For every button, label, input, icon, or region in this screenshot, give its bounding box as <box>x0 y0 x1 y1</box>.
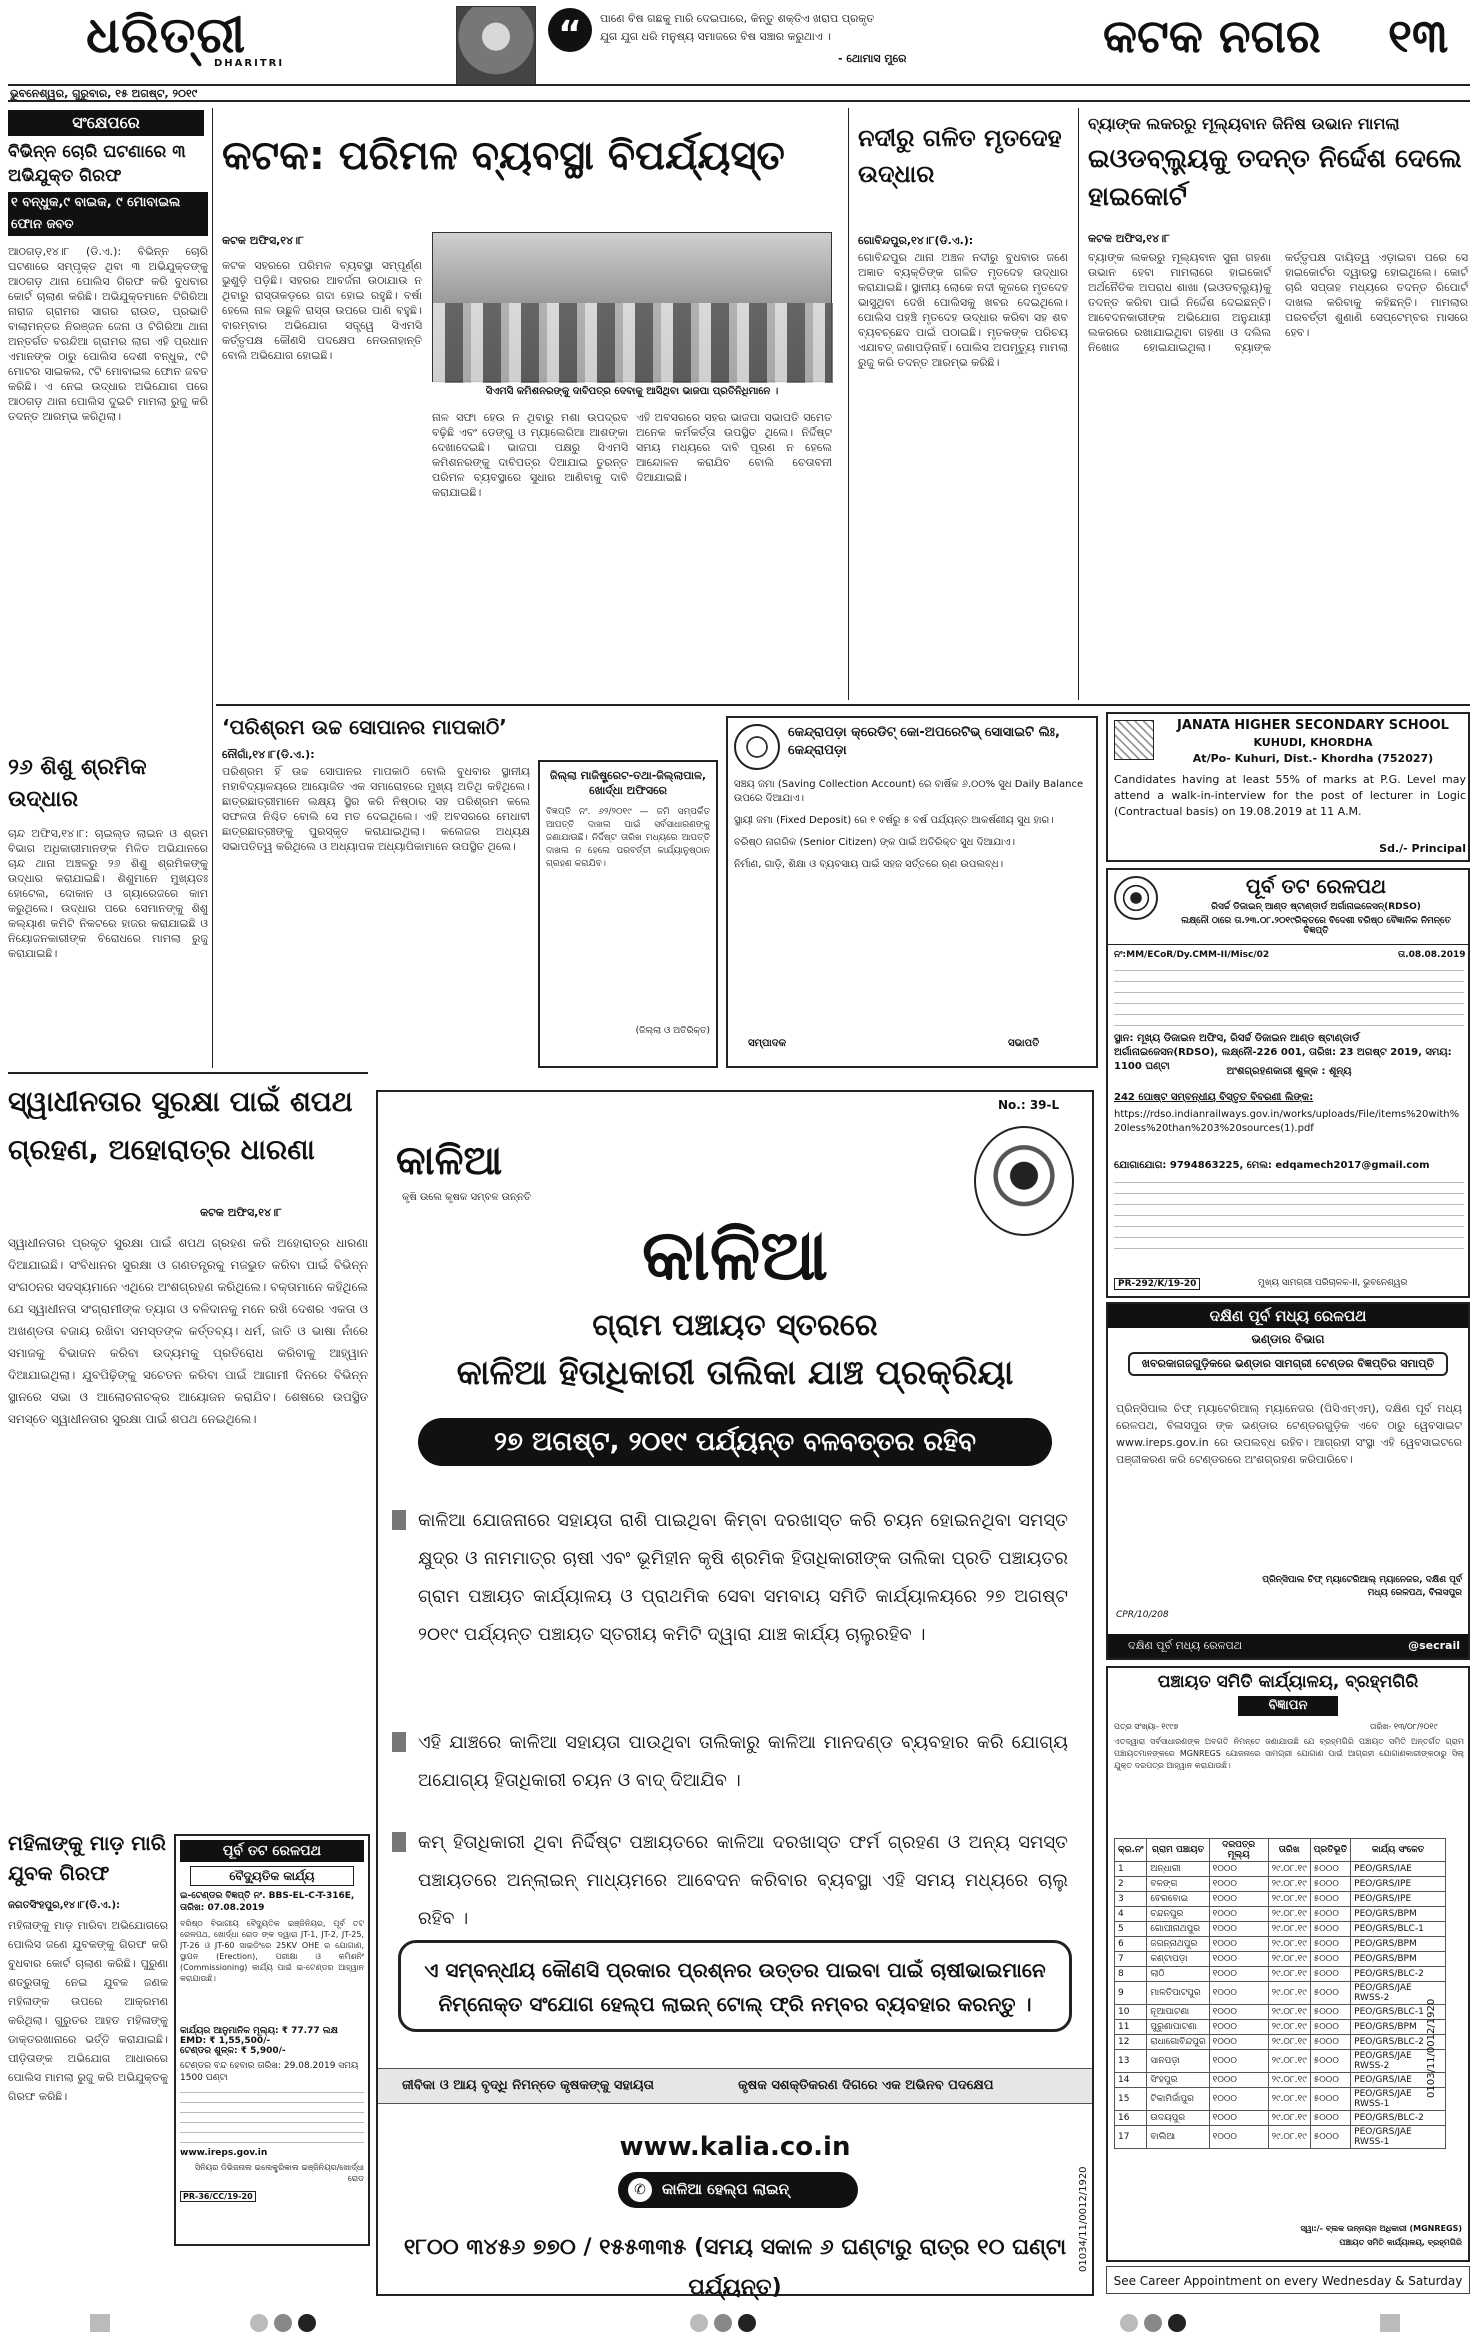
quote-line-2: ଯୁଗ ଯୁଗ ଧରି ମନୁଷ୍ୟ ସମାଜରେ ବିଷ ସଞ୍ଚାର କରୁଥାଏ । <box>600 30 831 43</box>
independence-headline-2: ଗ୍ରହଣ, ଅହୋରାତ୍ର ଧାରଣା <box>8 1133 315 1166</box>
phone-icon: ✆ <box>628 2178 652 2202</box>
ad-kalia <box>376 1090 1094 2300</box>
kalia-helpline-numbers: ୧୮୦୦ ୩୪୫୬ ୭୭୦ / ୧୫୫୩୩୫ (ସମୟ ସକାଳ ୬ ଘଣ୍ଟାରୁ ରାତ୍ର ୧୦ ଘଣ୍ଟା ପର୍ଯ୍ୟନ୍ତ) <box>403 2235 1067 2300</box>
table-header-cell: ଦରପତ୍ର ମୂଲ୍ୟ <box>1209 1839 1268 1862</box>
school-title: JANATA HIGHER SECONDARY SCHOOL <box>1177 718 1449 733</box>
column-divider <box>212 108 213 1068</box>
table-cell: ବେରବୋଇ <box>1147 1892 1209 1907</box>
secr-sub: ଭଣ୍ଡାର ବିଭାଗ <box>1251 1332 1325 1346</box>
table-cell: ବାଲିଆ <box>1147 2126 1209 2149</box>
table-cell: ୧୦୦୦ <box>1209 2050 1268 2073</box>
table-cell: ୫୦୦୦ <box>1310 2126 1350 2149</box>
ad-kendrapara-coop <box>726 716 1098 1068</box>
kalia-subtitle-2: କାଳିଆ ହିତାଧିକାରୀ ତାଲିକା ଯାଞ୍ଚ ପ୍ରକ୍ରିୟା <box>456 1353 1014 1393</box>
lead-photo-caption: ସିଏମସି କମିଶନରଙ୍କୁ ଦାବିପତ୍ର ଦେବାକୁ ଆସିଥିବା ଭାଜପା ପ୍ରତିନିଧିମାନେ । <box>485 386 779 397</box>
rdso-sub1: ରିସର୍ଚ୍ଚ ଡିଜାଇନ୍ ଆଣ୍ଡ ଷ୍ଟାଣ୍ଡାର୍ଡ ଅର୍ଗାନାଇଜେସନ୍(RDSO) <box>1211 902 1421 912</box>
table-cell: ୧୦୦୦ <box>1209 1907 1268 1922</box>
table-cell: ୫୦୦୦ <box>1310 1937 1350 1952</box>
date-bar <box>8 84 1470 102</box>
ad-district-title: ଜିଲ୍ଲା ମାଜିଷ୍ଟ୍ରେଟ-ତଥା-ଜିଲ୍ଲାପାଳ, ଖୋର୍ଦ୍ଧା ଅଫିସରେ <box>549 769 707 797</box>
panchayat-vertical-code: 0103/11/0012/1920 <box>1426 1998 1437 2098</box>
table-cell: ୧୦୦୦ <box>1209 1862 1268 1877</box>
portrait-photo <box>456 6 536 86</box>
table-cell: ୨୯.୦୮.୧୯ <box>1268 1922 1310 1937</box>
coop-seal-icon <box>734 724 780 770</box>
coop-item: ସଞ୍ଚୟ ଜମା (Saving Collection Account) ରେ ବାର୍ଷିକ ୬.୦୦% ସୁଧ Daily Balance ଉପରେ ଦିଆଯାଏ। <box>734 779 1084 804</box>
kalia-helpline-label: କାଳିଆ ହେଲ୍ପ ଲାଇନ୍ <box>662 2180 789 2198</box>
ecor-small-cost: କାର୍ଯ୍ୟର ଆନୁମାନିକ ମୂଲ୍ୟ: ₹ 77.77 ଲକ୍ଷ <box>180 2026 338 2036</box>
table-cell: 8 <box>1115 1967 1147 1982</box>
table-cell: PEO/GRS/BPM <box>1351 1952 1446 1967</box>
panchayat-sign2: ପଞ୍ଚାୟତ ସମିତି କାର୍ଯ୍ୟାଳୟ, ବ୍ରହ୍ମଗିରି <box>1339 2238 1462 2247</box>
kalia-vertical-code: 01034/11/0012/1920 <box>1078 2166 1089 2272</box>
kalia-point-2: ଏହି ଯାଞ୍ଚରେ କାଳିଆ ସହାୟତା ପାଉଥିବା ତାଲିକାରୁ କାଳିଆ ମାନଦଣ୍ଡ ବ୍ୟବହାର କରି ଯୋଗ୍ୟ ଅଯୋଗ୍ୟ ହିତାଧିକାରୀ ଚୟନ ଓ ବାଦ୍ ଦିଆଯିବ । <box>418 1732 1068 1791</box>
table-row <box>1115 2088 1446 2111</box>
table-cell: ୨୯.୦୮.୧୯ <box>1268 1907 1310 1922</box>
railway-logo-icon <box>1114 876 1158 920</box>
lead-dateline: କଟକ ଅଫିସ,୧୪।୮ <box>222 234 304 247</box>
table-cell: ୧୦୦୦ <box>1209 2111 1268 2126</box>
table-cell: ୫୦୦୦ <box>1310 1877 1350 1892</box>
table-cell: PEO/GRS/IAE <box>1351 2073 1446 2088</box>
table-row <box>1115 1982 1446 2005</box>
secr-boxed: ଖବରକାଗଜଗୁଡ଼ିକରେ ଭଣ୍ଡାର ସାମଗ୍ରୀ ଟେଣ୍ଡର ବିଜ୍ଞପ୍ତିର ସମାପ୍ତି <box>1128 1352 1448 1376</box>
panchayat-sign: ସ୍ୱା:/- ବ୍ଲକ ଉନ୍ନୟନ ଅଧିକାରୀ (MGNREGS) <box>1300 2224 1462 2233</box>
table-row <box>1115 2111 1446 2126</box>
registration-dots <box>1120 2314 1192 2336</box>
page-title: କଟକ ନଗର <box>1103 9 1321 63</box>
table-header-cell: ପ୍ରତିଭୂତି <box>1310 1839 1350 1862</box>
table-row <box>1115 2020 1446 2035</box>
table-row <box>1115 1952 1446 1967</box>
table-cell: ୫୦୦୦ <box>1310 1982 1350 2005</box>
table-cell: ମାଳତିପାଟପୁର <box>1147 1982 1209 2005</box>
table-cell: ଗୋପୀନାଥପୁର <box>1147 1922 1209 1937</box>
bank-kicker: ବ୍ୟାଙ୍କ ଲକରରୁ ମୂଲ୍ୟବାନ ଜିନିଷ ଉଭାନ ମାମଲା <box>1088 114 1400 133</box>
table-cell: ୨୯.୦୮.୧୯ <box>1268 1967 1310 1982</box>
table-cell: PEO/GRS/JAE RWSS-1 <box>1351 2126 1446 2149</box>
table-cell: ୧୦୦୦ <box>1209 1967 1268 1982</box>
table-cell: ଲାଠି <box>1147 1967 1209 1982</box>
ecor-small-sign: ସିନିୟର ଡିଭିଜନାଲ ଇଲେକ୍ଟ୍ରିକାଲ ଇଞ୍ଜିନିୟର/ଖୋର୍ଦ୍ଧା ରୋଡ <box>194 2163 364 2183</box>
table-row <box>1115 2126 1446 2149</box>
panchayat-intro: ଏତଦ୍ୱାରା ସର୍ବସାଧାରଣଙ୍କ ଅବଗତି ନିମନ୍ତେ ଜଣାଯାଉଛି ଯେ ବ୍ରହ୍ମଗିରି ପଞ୍ଚାୟତ ସମିତି ଅନ୍ତର୍ଗତ ଗ୍ରାମ ପଞ୍ଚାୟତମାନଙ୍କରେ MGNREGS ଯୋଜନାରେ ସାମଗ୍ରୀ ଯୋଗାଣ ପାଇଁ ଆଗ୍ରହୀ ଯୋଗାଣକାରୀଙ୍କଠାରୁ ସିଲ୍ ଯୁକ୍ତ ଦରପତ୍ର ଆହ୍ୱାନ କରାଯାଉଛି। <box>1114 1737 1464 1770</box>
column-divider <box>1078 108 1079 700</box>
ecor-small-body: ବରିଷ୍ଠ ବିଭାଗୀୟ ବୈଦ୍ୟୁତିକ ଇଞ୍ଜିନିୟର, ପୂର୍ବ ତଟ ରେଳପଥ, ଖୋର୍ଦ୍ଧା ରୋଡ ଙ୍କ ଦ୍ୱାରା JT-1, JT-2, JT-25, JT-26 ଓ JT-60 ସାଇଡିଂରେ 25KV OHE ର ଯୋଗାଣ, ସ୍ଥାପନ (Erection), ପରୀକ୍ଷା ଓ କମିଶନିଂ (Commissioning) କାର୍ଯ୍ୟ ପାଇଁ ଇ-ଟେଣ୍ଡର ଆହ୍ୱାନ କରାଯାଉଛି। <box>180 1919 364 1983</box>
table-cell: ୫୦୦୦ <box>1310 1907 1350 1922</box>
section-divider <box>8 1072 368 1074</box>
rdso-fee: ଅଂଶଗ୍ରହଣକାରୀ ଶୁଳ୍କ : ଶୂନ୍ୟ <box>1226 1066 1352 1077</box>
career-notice: See Career Appointment on every Wednesday & Saturday <box>1106 2266 1470 2294</box>
table-cell: PEO/GRS/IAE <box>1351 1862 1446 1877</box>
table-cell: ୨୯.୦୮.୧୯ <box>1268 2111 1310 2126</box>
table-cell: ୨୯.୦୮.୧୯ <box>1268 1982 1310 2005</box>
table-cell: ୫୦୦୦ <box>1310 2073 1350 2088</box>
ad-ecor-electrical <box>174 1834 370 2246</box>
table-cell: ୧୦୦୦ <box>1209 2073 1268 2088</box>
secr-handle: @secrail <box>1408 1639 1460 1652</box>
table-cell: 14 <box>1115 2073 1147 2088</box>
table-row <box>1115 1937 1446 1952</box>
table-cell: ୨୯.୦୮.୧୯ <box>1268 2073 1310 2088</box>
table-cell: ସାନପଡ଼ା <box>1147 2050 1209 2073</box>
table-cell: 10 <box>1115 2005 1147 2020</box>
bank-headline: ଇଓଡବ୍ଲ୍ୟୁକୁ ତଦନ୍ତ ନିର୍ଦ୍ଦେଶ ଦେଲେ ହାଇକୋର୍ଟ <box>1088 144 1462 212</box>
parishram-headline: ‘ପରିଶ୍ରମ ଉଚ୍ଚ ସୋପାନର ମାପକାଠି’ <box>222 715 507 739</box>
table-cell: ୧୦୦୦ <box>1209 1952 1268 1967</box>
table-cell: ୫୦୦୦ <box>1310 1952 1350 1967</box>
school-emblem-icon <box>1114 720 1154 760</box>
ad-janata-school <box>1106 712 1470 862</box>
table-cell: PEO/GRS/IPE <box>1351 1877 1446 1892</box>
child-labour-body: ଚାନ୍ଦ ଅଫିସ,୧୪।୮: ଚାଇଲ୍ଡ ଲାଇନ ଓ ଶ୍ରମ ବିଭାଗ ଅଧିକାରୀମାନଙ୍କ ମିଳିତ ଅଭିଯାନରେ ଚାନ୍ଦ ଥାନା ଅଞ୍ଚଳରୁ ୨୬ ଶିଶୁ ଶ୍ରମିକଙ୍କୁ ଉଦ୍ଧାର କରାଯାଇଛି। ଶିଶୁମାନେ ମୁଖ୍ୟତଃ ହୋଟେଲ, ଦୋକାନ ଓ ଗ୍ୟାରେଜରେ କାମ କରୁଥିଲେ। ଉଦ୍ଧାର ପରେ ସେମାନଙ୍କୁ ଶିଶୁ କଲ୍ୟାଣ କମିଟି ନିକଟରେ ହାଜର କରାଯାଇଛି ଓ ନିୟୋଜନକାରୀଙ୍କ ବିରୋଧରେ ମାମଲା ରୁଜୁ କରାଯାଇଛି। <box>8 827 208 960</box>
table-cell: ୧୦୦୦ <box>1209 2126 1268 2149</box>
kalia-helpline-box: ଏ ସମ୍ବନ୍ଧୀୟ କୌଣସି ପ୍ରକାର ପ୍ରଶ୍ନର ଉତ୍ତର ପାଇବା ପାଇଁ ଚାଷୀଭାଇମାନେ ନିମ୍ନୋକ୍ତ ସଂଯୋଗ ହେଲ୍ପ ଲାଇନ୍ ଟୋଲ୍ ଫ୍ରି ନମ୍ବର ବ୍ୟବହାର କରନ୍ତୁ । <box>398 1940 1072 2032</box>
table-cell: ୫୦୦୦ <box>1310 2020 1350 2035</box>
table-cell: PEO/GRS/BLC-1 <box>1351 2005 1446 2020</box>
table-cell: ୨୯.୦୮.୧୯ <box>1268 1862 1310 1877</box>
panchayat-ref-right: ତାରିଖ- ୧୩/୦୮/୨୦୧୯ <box>1370 1722 1438 1731</box>
table-header-cell: ଗ୍ରାମ ପଞ୍ଚାୟତ <box>1147 1839 1209 1862</box>
table-cell: ୧୦୦୦ <box>1209 2088 1268 2111</box>
coop-item: ସ୍ଥାୟୀ ଜମା (Fixed Deposit) ରେ ୧ ବର୍ଷରୁ ୫ ବର୍ଷ ପର୍ଯ୍ୟନ୍ତ ଆକର୍ଷଣୀୟ ସୁଧ ହାର। <box>734 815 1054 826</box>
table-cell: 15 <box>1115 2088 1147 2111</box>
table-cell: ୧୦୦୦ <box>1209 2020 1268 2035</box>
bank-dateline: କଟକ ଅଫିସ,୧୪।୮ <box>1088 232 1170 245</box>
coop-signatory-left: ସମ୍ପାଦକ <box>748 1038 787 1049</box>
table-cell: 11 <box>1115 2020 1147 2035</box>
kalia-title: କାଳିଆ <box>642 1214 828 1296</box>
table-header-cell: କ୍ର.ନଂ <box>1115 1839 1147 1862</box>
table-cell: 2 <box>1115 1877 1147 1892</box>
independence-dateline: କଟକ ଅଫିସ,୧୪।୮ <box>200 1206 282 1219</box>
table-cell: PEO/GRS/BPM <box>1351 1937 1446 1952</box>
parishram-dateline: ନୌଗାଁ,୧୪।୮(ଡି.ଏ.): <box>222 748 315 761</box>
coop-item: ନିର୍ମାଣ, ଗାଡ଼ି, ଶିକ୍ଷା ଓ ବ୍ୟବସାୟ ପାଇଁ ସହଜ ସର୍ତ୍ତରେ ଋଣ ଉପଲବ୍ଧ। <box>734 859 1004 870</box>
page-footer-bar <box>0 2308 1477 2336</box>
sankhepare-label: ସଂକ୍ଷେପରେ <box>8 110 204 136</box>
table-cell: ୧୦୦୦ <box>1209 1892 1268 1907</box>
table-row <box>1115 2050 1446 2073</box>
registration-dots <box>690 2314 762 2336</box>
table-row <box>1115 1907 1446 1922</box>
table-cell: ଉଦୟପୁର <box>1147 2111 1209 2126</box>
ecor-small-fee: ଟେଣ୍ଡର ଶୁଳ୍କ: ₹ 5,900/- <box>180 2046 286 2056</box>
kalia-website[interactable]: www.kalia.co.in <box>619 2132 851 2162</box>
ad-district-collector <box>538 760 718 1068</box>
quote-mark-icon: “ <box>548 8 592 52</box>
table-cell: ୫୦୦୦ <box>1310 2111 1350 2126</box>
table-cell: 1 <box>1115 1862 1147 1877</box>
rdso-place: ସ୍ଥାନ: ମୂଖ୍ୟ ଡିଜାଇନ ଅଫିସ, ରିସର୍ଚ୍ଚ ଡିଜାଇନ ଆଣ୍ଡ ଷ୍ଟାଣ୍ଡାର୍ଡ ଅର୍ଗାନାଇଜେସନ(RDSO), ଲକ୍ଷ୍ନୌ-226 001, ତାରିଖ: 23 ଅଗଷ୍ଟ 2019, ସମୟ: 1100 ଘଣ୍ଟା <box>1114 1033 1452 1072</box>
table-cell: ୨୯.୦୮.୧୯ <box>1268 1937 1310 1952</box>
table-row <box>1115 1892 1446 1907</box>
table-cell: 6 <box>1115 1937 1147 1952</box>
table-cell: ୨୯.୦୮.୧୯ <box>1268 1892 1310 1907</box>
secr-body: ପ୍ରିନ୍ସିପାଲ ଚିଫ୍ ମ୍ୟାଟେରିଆଲ୍ ମ୍ୟାନେଜର (ପିସିଏମ୍ଏମ୍), ଦକ୍ଷିଣ ପୂର୍ବ ମଧ୍ୟ ରେଳପଥ, ବିଳାସପୁର ଙ୍କ ଭଣ୍ଡାର ଟେଣ୍ଡରଗୁଡ଼ିକ ଏବେ ଠାରୁ ୱେବସାଇଟ www.ireps.gov.in ରେ ଉପଲବ୍ଧ ରହିବ। ଆଗ୍ରହୀ ସଂସ୍ଥା ଏହି ୱେବସାଇଟରେ ପଞ୍ଜୀକରଣ କରି ଟେଣ୍ଡରରେ ଅଂଶଗ୍ରହଣ କରିପାରିବେ। <box>1116 1402 1462 1466</box>
table-cell: ୨୯.୦୮.୧୯ <box>1268 2088 1310 2111</box>
table-cell: ୫୦୦୦ <box>1310 1922 1350 1937</box>
table-cell: ୨୯.୦୮.୧୯ <box>1268 2126 1310 2149</box>
school-line3: At/Po- Kuhuri, Dist.- Khordha (752027) <box>1192 752 1434 765</box>
table-cell: ଅନ୍ଧାରୀ <box>1147 1862 1209 1877</box>
independence-body: ସ୍ୱାଧୀନତାର ପ୍ରକୃତ ସୁରକ୍ଷା ପାଇଁ ଶପଥ ଗ୍ରହଣ କରି ଅହୋରାତ୍ର ଧାରଣା ଦିଆଯାଇଛି। ସଂବିଧାନର ସୁରକ୍ଷା ଓ ଗଣତନ୍ତ୍ରକୁ ମଜଭୁତ କରିବା ପାଇଁ ବିଭିନ୍ନ ସଂଗଠନର ସଦସ୍ୟମାନେ ଏଥିରେ ଅଂଶଗ୍ରହଣ କରିଥିଲେ। ବକ୍ତାମାନେ କହିଥିଲେ ଯେ ସ୍ୱାଧୀନତା ସଂଗ୍ରାମୀଙ୍କ ତ୍ୟାଗ ଓ ବଳିଦାନକୁ ମନେ ରଖି ଦେଶର ଏକତା ଓ ଅଖଣ୍ଡତା ବଜାୟ ରଖିବା ସମସ୍ତଙ୍କ କର୍ତ୍ତବ୍ୟ। ଧର୍ମ, ଜାତି ଓ ଭାଷା ନାଁରେ ସମାଜକୁ ବିଭାଜନ କରିବା ଉଦ୍ୟମକୁ ପ୍ରତିରୋଧ କରିବାକୁ ଆହ୍ୱାନ ଦିଆଯାଇଥିଲା। ଯୁବପିଢ଼ିଙ୍କୁ ସଚେତନ କରିବା ପାଇଁ ଆଗାମୀ ଦିନରେ ବିଭିନ୍ନ ସ୍ଥାନରେ ସଭା ଓ ଆଲୋଚନାଚକ୍ର ଆୟୋଜନ କରାଯିବ। ଶେଷରେ ଉପସ୍ଥିତ ସମସ୍ତେ ସ୍ୱାଧୀନତାର ସୁରକ୍ଷା ପାଇଁ ଶପଥ ନେଇଥିଲେ। <box>8 1236 368 1426</box>
table-cell: PEO/GRS/JAE RWSS-1 <box>1351 2088 1446 2111</box>
rdso-body-filler <box>1114 966 1464 1028</box>
kalia-logo: କାଳିଆ <box>396 1138 503 1184</box>
rdso-footer: ମୁଖ୍ୟ ସାମଗ୍ରୀ ପରିଚାଳକ-II, ଭୁବନେଶ୍ୱର <box>1258 1278 1408 1288</box>
table-cell: 17 <box>1115 2126 1147 2149</box>
table-cell: PEO/GRS/JAE RWSS-2 <box>1351 2050 1446 2073</box>
ecor-small-title: ପୂର୍ବ ତଟ ରେଳପଥ <box>180 1840 364 1862</box>
ad-district-sign: (ଜିଲ୍ଲା ଓ ଅତିରିକ୍ତ) <box>635 1026 710 1036</box>
ad-district-body: ବିଜ୍ଞପ୍ତି ନଂ. ୬୨/୨୦୧୯ — ଜମି ସମ୍ପର୍କିତ ଆପତ୍ତି ଦାଖଲ ପାଇଁ ସର୍ବସାଧାରଣଙ୍କୁ ଜଣାଯାଉଛି। ନିର୍ଦ୍ଦିଷ୍ଟ ତାରିଖ ମଧ୍ୟରେ ଆପତ୍ତି ଦାଖଲ ନ ହେଲେ ପରବର୍ତ୍ତୀ କାର୍ଯ୍ୟାନୁଷ୍ଠାନ ଗ୍ରହଣ କରାଯିବ। <box>546 807 710 869</box>
table-cell: ୧୦୦୦ <box>1209 2005 1268 2020</box>
table-cell: 4 <box>1115 1907 1147 1922</box>
kalia-bullet-icon <box>392 1732 406 1752</box>
table-cell: ୨୯.୦୮.୧୯ <box>1268 2035 1310 2050</box>
kalia-ad-number: No.: 39-L <box>998 1098 1060 1112</box>
lead-body-col3: ଏହି ଅବସରରେ ସହର ଭାଜପା ସଭାପତି ସମେତ ଅନେକ କର୍ମକର୍ତ୍ତା ଉପସ୍ଥିତ ଥିଲେ। ନିର୍ଦ୍ଦିଷ୍ଟ ସମୟ ମଧ୍ୟରେ ଦାବି ପୂରଣ ନ ହେଲେ ଆନ୍ଦୋଳନ କରାଯିବ ବୋଲି ଚେତାବନୀ ଦିଆଯାଇଛି। <box>636 411 832 484</box>
table-cell: 16 <box>1115 2111 1147 2126</box>
table-header-cell: କାର୍ଯ୍ୟ ସଂକେତ <box>1351 1839 1446 1862</box>
table-cell: ୧୦୦୦ <box>1209 1937 1268 1952</box>
table-cell: PEO/GRS/BLC-2 <box>1351 2035 1446 2050</box>
kalia-strap-left: ଜୀବିକା ଓ ଆୟ ବୃଦ୍ଧି ନିମନ୍ତେ କୃଷକଙ୍କୁ ସହାୟତା <box>402 2078 654 2093</box>
secr-code: CPR/10/208 <box>1116 1610 1169 1620</box>
ecor-small-web: www.ireps.gov.in <box>180 2148 268 2158</box>
table-cell: ୫୦୦୦ <box>1310 2035 1350 2050</box>
river-body: ଗୋବିନ୍ଦପୁର ଥାନା ଅଞ୍ଚଳ ନଦୀରୁ ବୁଧବାର ଜଣେ ଅଜ୍ଞାତ ବ୍ୟକ୍ତିଙ୍କ ଗଳିତ ମୃତଦେହ ଉଦ୍ଧାର କରାଯାଇଛି। ସ୍ଥାନୀୟ ଲୋକେ ନଦୀ କୂଳରେ ମୃତଦେହ ଭାସୁଥିବା ଦେଖି ପୋଲିସକୁ ଖବର ଦେଇଥିଲେ। ପୋଲିସ ପହଞ୍ଚି ମୃତଦେହ ଉଦ୍ଧାର କରିବା ସହ ଶବ ବ୍ୟବଚ୍ଛେଦ ପାଇଁ ପଠାଇଛି। ମୃତକଙ୍କ ପରିଚୟ ଏଯାବତ୍ ଜଣାପଡ଼ିନାହିଁ। ପୋଲିସ ଅପମୃତ୍ୟୁ ମାମଲା ରୁଜୁ କରି ତଦନ୍ତ ଆରମ୍ଭ କରିଛି। <box>858 251 1068 369</box>
theft-body: ଆଠଗଡ଼,୧୪।୮ (ଡି.ଏ.): ବିଭିନ୍ନ ଚୋରି ଘଟଣାରେ ସମ୍ପୃକ୍ତ ଥିବା ୩ ଅଭିଯୁକ୍ତଙ୍କୁ ଆଠଗଡ଼ ଥାନା ପୋଲିସ ଗିରଫ କରି ବୁଧବାର କୋର୍ଟ ଚାଲାଣ କରିଛି। ଅଭିଯୁକ୍ତମାନେ ଟିଗିରିଆ ନାରାଜ ଗ୍ରାମର ସାଗର ରାଉତ, ପ୍ରଭାତି ବାଲାମନ୍ତର ନିରଞ୍ଜନ ଜେନା ଓ ଟିଗିରିଆ ଥାନା ଅନ୍ତର୍ଗତ ବରନ୍ଦିଆ ଗ୍ରାମର ଲାଗ ଏହି ପ୍ରଧାନ ଏମାନଙ୍କ ଠାରୁ ପୋଲିସ ଦେଶୀ ବନ୍ଧୁକ, ୯ଟି ମୋଟର ସାଇକଲ, ୯ଟି ମୋବାଇଲ ଫୋନ ଜବତ କରିଛି। ଏ ନେଇ ଉଦ୍ଧାର ଅଭିଯୋଗ ପରେ ଆଠଗଡ଼ ଥାନା ପୋଲିସ ଦୁଇଟି ମାମଲା ରୁଜୁ କରି ତଦନ୍ତ ଆରମ୍ଭ କରିଥିଲା। <box>8 245 208 423</box>
coop-item: ବରିଷ୍ଠ ନାଗରିକ (Senior Citizen) ଙ୍କ ପାଇଁ ଅତିରିକ୍ତ ସୁଧ ଦିଆଯାଏ। <box>734 837 1016 848</box>
ecor-small-emd: EMD: ₹ 1,55,500/- <box>180 2036 271 2046</box>
table-cell: କଣ୍ଟାପଡ଼ା <box>1147 1952 1209 1967</box>
assault-body: ମହିଳାଙ୍କୁ ମାଡ଼ ମାରିବା ଅଭିଯୋଗରେ ପୋଲିସ ଜଣେ ଯୁବକଙ୍କୁ ଗିରଫ କରି ବୁଧବାର କୋର୍ଟ ଚାଲାଣ କରିଛି। ପୁରୁଣା ଶତ୍ରୁତାକୁ ନେଇ ଯୁବକ ଜଣକ ମହିଳାଙ୍କ ଉପରେ ଆକ୍ରମଣ କରିଥିଲା। ଗୁରୁତର ଆହତ ମହିଳାଙ୍କୁ ଡାକ୍ତରଖାନାରେ ଭର୍ତ୍ତି କରାଯାଇଛି। ପୀଡ଼ିତାଙ୍କ ଅଭିଯୋଗ ଆଧାରରେ ପୋଲିସ ମାମଲା ରୁଜୁ କରି ଅଭିଯୁକ୍ତକୁ ଗିରଫ କରିଛି। <box>8 1919 168 2103</box>
lead-body-col2: ନାଳ ସଫା ହେଉ ନ ଥିବାରୁ ମଶା ଉପଦ୍ରବ ବଢ଼ିଛି ଏବଂ ଡେଙ୍ଗୁ ଓ ମ୍ୟାଲେରିଆ ଆଶଙ୍କା ଦେଖାଦେଇଛି। ଭାଜପା ପକ୍ଷରୁ ସିଏମସି କମିଶନରଙ୍କୁ ଦାବିପତ୍ର ଦିଆଯାଇ ତୁରନ୍ତ ପରିମଳ ବ୍ୟବସ୍ଥାରେ ସୁଧାର ଆଣିବାକୁ ଦାବି କରାଯାଇଛି। <box>432 411 628 499</box>
table-cell: ଜଗନ୍ନାଥପୁର <box>1147 1937 1209 1952</box>
panchayat-sub: ବିଜ୍ଞାପନ <box>1238 1696 1338 1716</box>
assault-headline: ମହିଳାଙ୍କୁ ମାଡ଼ ମାରି ଯୁବକ ଗିରଫ <box>8 1831 166 1885</box>
theft-headline: ବିଭିନ୍ନ ଚୋରି ଘଟଣାରେ ୩ ଅଭିଯୁକ୍ତ ଗିରଫ <box>8 142 186 186</box>
child-labour-headline: ୨୬ ଶିଶୁ ଶ୍ରମିକ ଉଦ୍ଧାର <box>8 755 147 812</box>
date-line: ଭୁବନେଶ୍ୱର, ଗୁରୁବାର, ୧୫ ଅଗଷ୍ଟ, ୨୦୧୯ <box>10 87 198 100</box>
table-cell: ୫୦୦୦ <box>1310 2005 1350 2020</box>
ecor-small-code: PR-36/CC/19-20 <box>180 2191 256 2202</box>
school-sign: Sd./- Principal <box>1379 842 1466 855</box>
table-cell: PEO/GRS/JAE RWSS-2 <box>1351 1982 1446 2005</box>
panchayat-table <box>1114 1838 1446 2149</box>
kalia-point-3: କମ୍ ହିତାଧିକାରୀ ଥିବା ନିର୍ଦ୍ଦିଷ୍ଟ ପଞ୍ଚାୟତରେ କାଳିଆ ଦରଖାସ୍ତ ଫର୍ମ ଗ୍ରହଣ ଓ ଅନ୍ୟ ସମସ୍ତ ପଞ୍ଚାୟତରେ ଅନ୍‌ଲାଇନ୍ ମାଧ୍ୟମରେ ଆବେଦନ କରିବାର ବ୍ୟବସ୍ଥା ଏହି ସମୟ ମଧ୍ୟରେ ଚାଲୁ ରହିବ । <box>418 1832 1068 1929</box>
rdso-title: ପୂର୍ବ ତଟ ରେଳପଥ <box>1245 874 1387 898</box>
table-cell: 12 <box>1115 2035 1147 2050</box>
table-row <box>1115 2073 1446 2088</box>
table-cell: ୨୯.୦୮.୧୯ <box>1268 2005 1310 2020</box>
ecor-small-close: ଟେଣ୍ଡର ବନ୍ଦ ହେବାର ତାରିଖ: 29.08.2019 ସମୟ 1500 ଘଣ୍ଟା <box>180 2061 359 2083</box>
panchayat-ref-left: ପତ୍ର ସଂଖ୍ୟା- ୧୯୯୭ <box>1114 1722 1179 1731</box>
parishram-body: ପରିଶ୍ରମ ହିଁ ଉଚ୍ଚ ସୋପାନର ମାପକାଠି ବୋଲି ବୁଧବାର ସ୍ଥାନୀୟ ମହାବିଦ୍ୟାଳୟରେ ଆୟୋଜିତ ଏକ ସମାରୋହରେ ମୁଖ୍ୟ ଅତିଥି କହିଥିଲେ। ଛାତ୍ରଛାତ୍ରୀମାନେ ଲକ୍ଷ୍ୟ ସ୍ଥିର କରି ନିଷ୍ଠାର ସହ ପରିଶ୍ରମ କଲେ ସଫଳତା ନିଶ୍ଚିତ ବୋଲି ସେ ମତ ଦେଇଥିଲେ। ଏହି ଅବସରରେ ମେଧାବୀ ଛାତ୍ରଛାତ୍ରୀଙ୍କୁ ପୁରସ୍କୃତ କରାଯାଇଥିଲା। କଲେଜର ଅଧ୍ୟକ୍ଷ ସଭାପତିତ୍ୱ କରିଥିଲେ ଓ ଅଧ୍ୟାପକ ଅଧ୍ୟାପିକାମାନେ ଉପସ୍ଥିତ ଥିଲେ। <box>222 765 530 853</box>
kalia-bullet-icon <box>392 1510 406 1530</box>
table-cell: PEO/GRS/BLC-2 <box>1351 1967 1446 1982</box>
table-cell: PEO/GRS/IPE <box>1351 1892 1446 1907</box>
lead-headline: କଟକ: ପରିମଳ ବ୍ୟବସ୍ଥା ବିପର୍ଯ୍ୟସ୍ତ <box>222 133 785 179</box>
page-number: ୧୩ <box>1388 9 1449 63</box>
table-cell: 3 <box>1115 1892 1147 1907</box>
quote-author: - ଥୋମାସ ମୁରେ <box>838 52 907 65</box>
table-row <box>1115 2005 1446 2020</box>
table-cell: ୧୦୦୦ <box>1209 1922 1268 1937</box>
table-cell: ଚନ୍ଦନପୁର <box>1147 1907 1209 1922</box>
table-row <box>1115 2035 1446 2050</box>
independence-headline-1: ସ୍ୱାଧୀନତାର ସୁରକ୍ଷା ପାଇଁ ଶପଥ <box>8 1085 353 1118</box>
table-cell: 7 <box>1115 1952 1147 1967</box>
coop-title: କେନ୍ଦ୍ରାପଡ଼ା କ୍ରେଡିଟ୍ କୋ-ଅପରେଟିଭ୍ ସୋସାଇଟି ଲିଃ, କେନ୍ଦ୍ରାପଡ଼ା <box>788 725 1060 758</box>
school-body: Candidates having at least 55% of marks at P.G. Level may attend a walk-in-interview for the post of lecturer in Logic (Contractual basis) on 19.08.2019 at 11 A.M. <box>1114 773 1466 818</box>
table-cell: ୧୦୦୦ <box>1209 2035 1268 2050</box>
table-row <box>1115 1967 1446 1982</box>
secr-title: ଦକ୍ଷିଣ ପୂର୍ବ ମଧ୍ୟ ରେଳପଥ <box>1108 1304 1468 1328</box>
table-header-cell: ତାରିଖ <box>1268 1839 1310 1862</box>
panchayat-title: ପଞ୍ଚାୟତ ସମିତି କାର୍ଯ୍ୟାଳୟ, ବ୍ରହ୍ମଗିରି <box>1157 1672 1419 1692</box>
river-body-headline: ନଦୀରୁ ଗଳିତ ମୃତଦେହ ଉଦ୍ଧାର <box>858 124 1062 188</box>
rdso-link[interactable]: https://rdso.indianrailways.gov.in/works/uploads/File/items%20with%20less%20than%203%20sources(1).pdf <box>1114 1109 1460 1134</box>
table-cell: PEO/GRS/BLC-1 <box>1351 1922 1446 1937</box>
table-row <box>1115 1862 1446 1877</box>
table-cell: PEO/GRS/BPM <box>1351 2020 1446 2035</box>
river-dateline: ଗୋବିନ୍ଦପୁର,୧୪।୮(ଡି.ଏ.): <box>858 234 974 247</box>
rdso-sub2: ଲକ୍ଷ୍ନୌ ଠାରେ ତା.୨୩.୦୮.୨୦୧୯ରିକ୍ତରେ ବିଦେଶୀ ବରିଷ୍ଠ ବୈଜ୍ଞାନିକ ନିମନ୍ତେ ବିଜ୍ଞପ୍ତି <box>1181 916 1451 936</box>
rdso-date: ତା.08.08.2019 <box>1398 950 1466 960</box>
lead-body-col1: କଟକ ସହରରେ ପରିମଳ ବ୍ୟବସ୍ଥା ସମ୍ପୂର୍ଣ୍ଣ ଭୁଶୁଡ଼ି ପଡ଼ିଛି। ସହରର ଆବର୍ଜନା ଉଠାଯାଉ ନ ଥିବାରୁ ରାସ୍ତାକଡ଼ରେ ଗଦା ହୋଇ ରହୁଛି। ବର୍ଷା ହେଲେ ନାଳ ଉଛୁଳି ରାସ୍ତା ଉପରେ ପାଣି ବହୁଛି। ବାରମ୍ବାର ଅଭିଯୋଗ ସତ୍ତ୍ୱେ ସିଏମସି କର୍ତ୍ତୃପକ୍ଷ କୌଣସି ପଦକ୍ଷେପ ନେଉନାହାନ୍ତି ବୋଲି ଅଭିଯୋଗ ହୋଇଛି। <box>222 259 422 362</box>
kalia-point-1: କାଳିଆ ଯୋଜନାରେ ସହାୟତା ରାଶି ପାଇଥିବା କିମ୍ବା ଦରଖାସ୍ତ କରି ଚୟନ ହୋଇନଥିବା ସମସ୍ତ କ୍ଷୁଦ୍ର ଓ ନାମମାତ୍ର ଚାଷୀ ଏବଂ ଭୂମିହୀନ କୃଷି ଶ୍ରମିକ ହିତାଧିକାରୀଙ୍କ ତାଲିକା ପ୍ରତି ପଞ୍ଚାୟତର ଗ୍ରାମ ପଞ୍ଚାୟତ କାର୍ଯ୍ୟାଳୟ ଓ ପ୍ରାଥମିକ ସେବା ସମବାୟ ସମିତି କାର୍ଯ୍ୟାଳୟରେ ୨୭ ଅଗଷ୍ଟ ୨୦୧୯ ପର୍ଯ୍ୟନ୍ତ ପଞ୍ଚାୟତ ସ୍ତରୀୟ କମିଟି ଦ୍ୱାରା ଯାଞ୍ଚ କାର୍ଯ୍ୟ ଚାଲୁରହିବ । <box>418 1510 1068 1645</box>
quote-line-1: ପାଣେ ବିଷ ଗଛକୁ ମାରି ଦେଇପାରେ, କିନ୍ତୁ ଶକ୍ତିଏ ଖରାପ ପ୍ରକୃତ <box>600 12 875 25</box>
table-row <box>1115 1922 1446 1937</box>
table-cell: ୫୦୦୦ <box>1310 1892 1350 1907</box>
bank-body: ବ୍ୟାଙ୍କ ଲକରରୁ ମୂଲ୍ୟବାନ ସୁନା ଗହଣା ଉଭାନ ହେବା ମାମଲାରେ ହାଇକୋର୍ଟ ଅର୍ଥନୈତିକ ଅପରାଧ ଶାଖା (ଇଓଡବ୍ଲ୍ୟୁ)କୁ ତଦନ୍ତ କରିବା ପାଇଁ ନିର୍ଦ୍ଦେଶ ଦେଇଛନ୍ତି। ଆବେଦନକାରୀଙ୍କ ଅଭିଯୋଗ ଅନୁଯାୟୀ ଲକରରେ ରଖାଯାଇଥିବା ଗହଣା ଓ ଦଲିଲ ନିଖୋଜ ହୋଇଯାଇଥିଲା। ବ୍ୟାଙ୍କ କର୍ତ୍ତୃପକ୍ଷ ଦାୟିତ୍ୱ ଏଡ଼ାଇବା ପରେ ସେ ହାଇକୋର୍ଟର ଦ୍ୱାରସ୍ଥ ହୋଇଥିଲେ। କୋର୍ଟ ଚାରି ସପ୍ତାହ ମଧ୍ୟରେ ତଦନ୍ତ ରିପୋର୍ଟ ଦାଖଲ କରିବାକୁ କହିଛନ୍ତି। ମାମଲାର ପରବର୍ତ୍ତୀ ଶୁଣାଣି ସେପ୍ଟେମ୍ବର ମାସରେ ହେବ। <box>1088 251 1468 354</box>
ecor-small-sub: ବୈଦ୍ୟୁତିକ କାର୍ଯ୍ୟ <box>190 1866 354 1886</box>
ecor-small-tender: ଇ-ଟେଣ୍ଡର ବିଜ୍ଞପ୍ତି ନଂ. BBS-EL-C-T-316E, ତାରିଖ: 07.08.2019 <box>180 1891 355 1913</box>
lead-photo <box>432 232 832 382</box>
table-cell: ୨୯.୦୮.୧୯ <box>1268 1877 1310 1892</box>
table-cell: 5 <box>1115 1922 1147 1937</box>
kalia-strap-right: କୃଷକ ସଶକ୍ତିକରଣ ଦିଗରେ ଏକ ଅଭିନବ ପଦକ୍ଷେପ <box>738 2078 994 2093</box>
table-cell: ୧୦୦୦ <box>1209 1877 1268 1892</box>
table-cell: ରାଧାଗୋବିନ୍ଦପୁର <box>1147 2035 1209 2050</box>
table-cell: ବଳଙ୍ଗ <box>1147 1877 1209 1892</box>
newspaper-logo-sub: DHARITRI <box>214 58 285 69</box>
table-cell: ପୁରୁଣାପାଟଣା <box>1147 2020 1209 2035</box>
table-cell: ୨୯.୦୮.୧୯ <box>1268 1952 1310 1967</box>
rdso-code: PR-292/K/19-20 <box>1114 1278 1200 1290</box>
registration-dots <box>250 2314 322 2336</box>
table-cell: ଟିକାମିର୍ଜାପୁର <box>1147 2088 1209 2111</box>
rdso-link-label: 242 ପୋଷ୍ଟ ସମ୍ବନ୍ଧୀୟ ବିସ୍ତୃତ ବିବରଣୀ ଲିଙ୍କ: <box>1114 1092 1314 1103</box>
table-cell: ୨୯.୦୮.୧୯ <box>1268 2020 1310 2035</box>
table-cell: PEO/GRS/BLC-2 <box>1351 2111 1446 2126</box>
table-cell: ୫୦୦୦ <box>1310 2088 1350 2111</box>
school-line2: KUHUDI, KHORDHA <box>1253 736 1373 749</box>
kalia-logo-sub: କୃଷି ଉଲେ କୃଷକ ସମ୍ବଳ ଉନ୍ନତି <box>402 1192 531 1203</box>
table-cell: ୫୦୦୦ <box>1310 1862 1350 1877</box>
table-cell: ୫୦୦୦ <box>1310 1967 1350 1982</box>
table-cell: PEO/GRS/BPM <box>1351 1907 1446 1922</box>
table-row <box>1115 1877 1446 1892</box>
coop-signatory-right: ସଭାପତି <box>1008 1038 1040 1049</box>
table-cell: 13 <box>1115 2050 1147 2073</box>
table-cell: ୨୯.୦୮.୧୯ <box>1268 2050 1310 2073</box>
table-cell: ସିଂହପୁର <box>1147 2073 1209 2088</box>
rdso-contact: ଯୋଗାଯୋଗ: 9794863225, ମେଲ: edqamech2017@gmail.com <box>1114 1160 1430 1171</box>
ad-panchayat <box>1106 1666 1470 2262</box>
kalia-date-banner: ୨୭ ଅଗଷ୍ଟ, ୨୦୧୯ ପର୍ଯ୍ୟନ୍ତ ବଳବତ୍ତର ରହିବ <box>418 1418 1052 1466</box>
newspaper-logo: ଧରିତ୍ରୀ <box>86 6 247 64</box>
assault-dateline: ଜଗତସିଂହପୁର,୧୪।୮(ଡି.ଏ.): <box>8 1900 121 1911</box>
column-divider <box>848 108 849 700</box>
ad-rdso <box>1106 868 1470 1298</box>
secr-sign: ପ୍ରିନ୍ସିପାଲ ଚିଫ୍ ମ୍ୟାଟେରିଆଲ୍ ମ୍ୟାନେଜର, ଦକ୍ଷିଣ ପୂର୍ବ ମଧ୍ୟ ରେଳପଥ, ବିଳାସପୁର <box>1262 1575 1462 1598</box>
kalia-subtitle: ଗ୍ରାମ ପଞ୍ଚାୟତ ସ୍ତରରେ <box>592 1308 878 1343</box>
secr-footer: ଦକ୍ଷିଣ ପୂର୍ବ ମଧ୍ୟ ରେଳପଥ <box>1128 1639 1242 1652</box>
kalia-bullet-icon <box>392 1832 406 1852</box>
table-cell: ନୂଆପାଟଣା <box>1147 2005 1209 2020</box>
section-divider <box>216 704 1470 706</box>
table-cell: ୧୦୦୦ <box>1209 1982 1268 2005</box>
rdso-ref: ନଂ:MM/ECoR/Dy.CMM-II/Misc/02 <box>1114 950 1270 960</box>
masthead <box>8 6 1470 84</box>
table-cell: 9 <box>1115 1982 1147 2005</box>
ad-secr <box>1106 1302 1470 1660</box>
table-cell: ୫୦୦୦ <box>1310 2050 1350 2073</box>
theft-subhead: ୧ ବନ୍ଧୁକ,୯ ବାଇକ, ୯ ମୋବାଇଲ ଫୋନ ଜବତ <box>8 192 208 236</box>
